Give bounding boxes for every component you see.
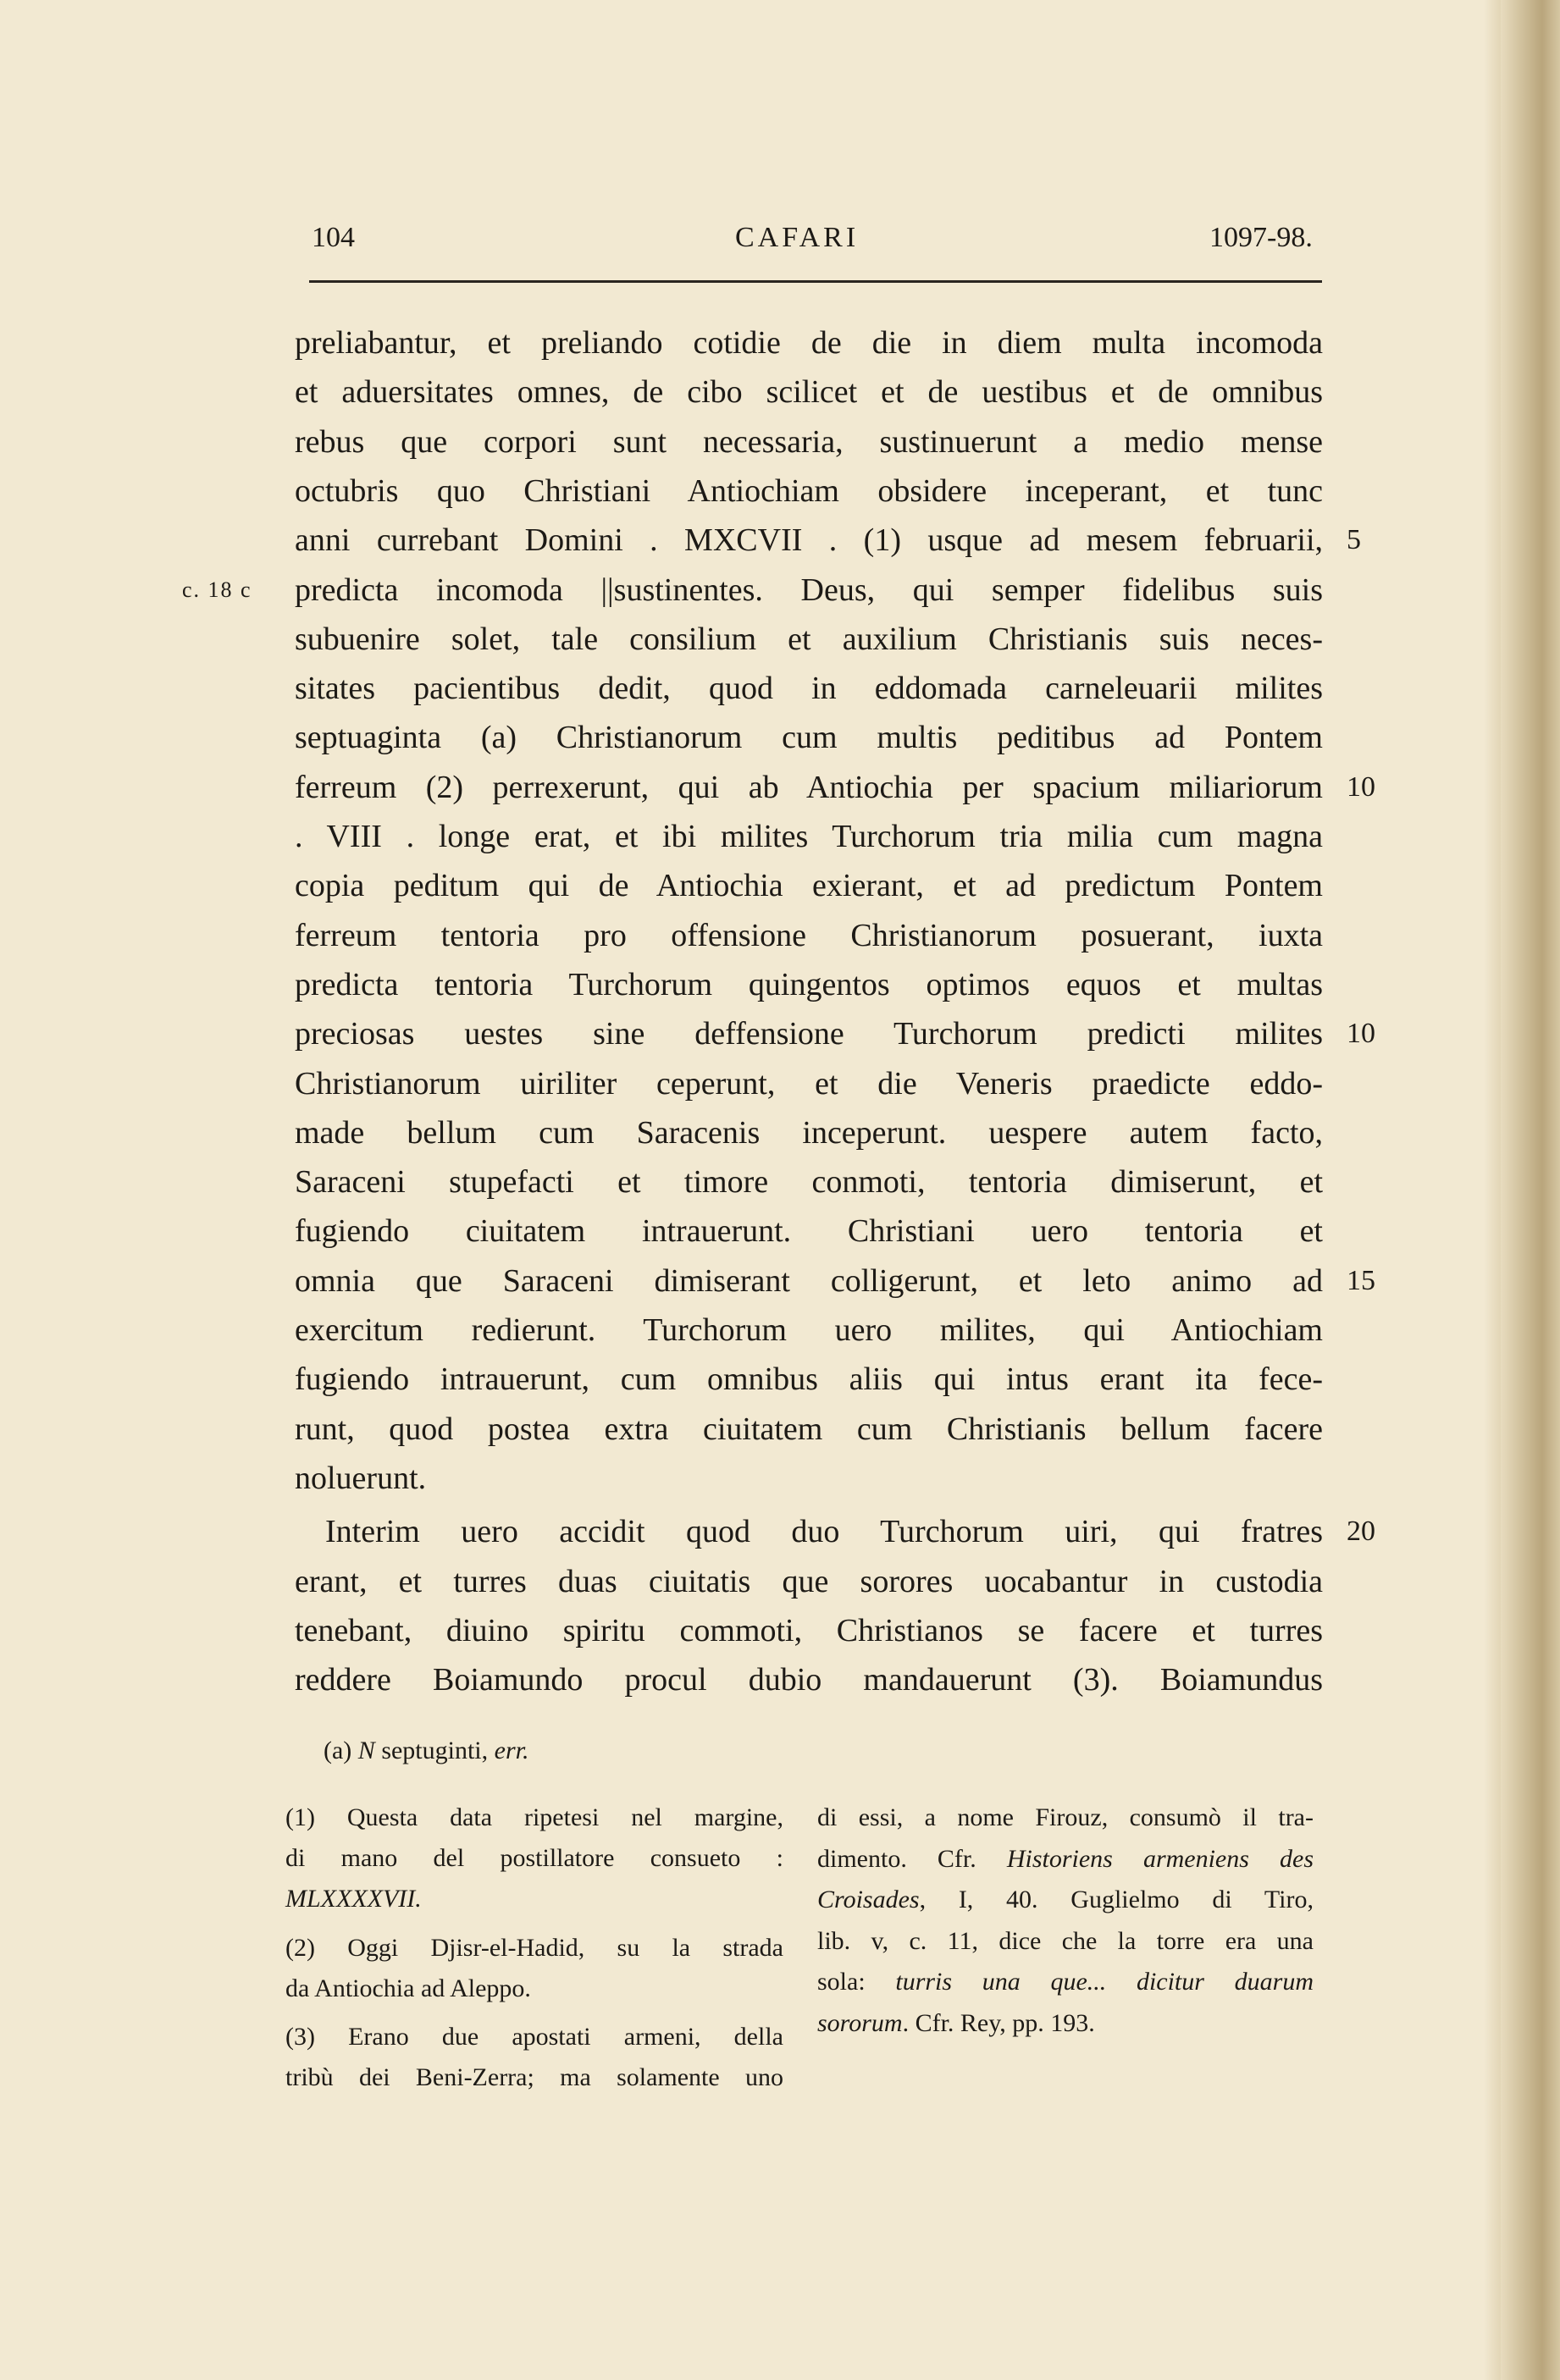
- footnote-a: [324, 1734, 821, 1768]
- text-line: tenebant, diuino spiritu commoti, Christianos se facere et turres: [295, 1612, 1323, 1648]
- footnote-segment: MLXXXXVII.: [285, 1885, 422, 1913]
- page-number: 104: [312, 222, 355, 253]
- footnote-right-line: [817, 2007, 1314, 2040]
- footnote-segment: Historiens armeniens des: [1006, 1844, 1314, 1873]
- text-line: Interim uero accidit quod duo Turchorum uiri, qui fratres: [325, 1514, 1323, 1550]
- footnote-segment: turris una que... dicitur duarum: [895, 1968, 1314, 1996]
- footnote-right-line: [817, 1924, 1314, 1958]
- footnote-segment: sororum: [817, 2008, 903, 2037]
- line-number: 10: [1347, 770, 1375, 803]
- header-rule: [309, 280, 1322, 283]
- text-line: erant, et turres duas ciuitatis que sorores uocabantur in custodia: [295, 1563, 1323, 1599]
- text-line: noluerunt.: [295, 1460, 427, 1496]
- text-line: fugiendo intrauerunt, cum omnibus aliis qui intus erant ita fece-: [295, 1361, 1323, 1398]
- footnote-segment: , I, 40. Guglielmo di Tiro,: [919, 1886, 1314, 1913]
- footnote-segment: Croisades: [817, 1886, 920, 1913]
- text-line: Christianorum uiriliter ceperunt, et die Veneris praedicte eddo-: [295, 1065, 1323, 1102]
- text-line: Saraceni stupefacti et timore conmoti, tentoria dimiserunt, et: [295, 1164, 1323, 1201]
- page-shadow: [1484, 0, 1501, 2380]
- text-line: et aduersitates omnes, de cibo scilicet et de uestibus et de omnibus: [295, 374, 1323, 411]
- footnote-segment: N: [357, 1737, 375, 1764]
- footnote-left-line: [285, 1931, 783, 1965]
- text-line: reddere Boiamundo procul dubio mandauerunt (3). Boiamundus: [295, 1662, 1323, 1698]
- footnote-segment: (3) Erano due apostati armeni, della: [285, 2023, 783, 2051]
- binding-edge: [1501, 0, 1560, 2380]
- line-number: 10: [1347, 1018, 1375, 1050]
- footnote-left-line: [285, 2061, 783, 2095]
- footnote-right-line: [817, 1842, 1314, 1876]
- footnote-segment: di essi, a nome Firouz, consumò il tra-: [817, 1803, 1314, 1831]
- line-number: 20: [1347, 1516, 1375, 1548]
- footnote-segment: dimento. Cfr.: [817, 1844, 1007, 1873]
- footnote-segment: lib. v, c. 11, dice che la torre era una: [817, 1926, 1314, 1955]
- footnote-segment: tribù dei Beni-Zerra; ma solamente uno: [285, 2063, 783, 2092]
- footnote-left-line: [285, 1882, 783, 1916]
- text-line: preciosas uestes sine deffensione Turchorum predicti milites: [295, 1016, 1323, 1052]
- text-line: anni currebant Domini . MXCVII . (1) usque ad mesem februarii,: [295, 522, 1323, 559]
- text-line: copia peditum qui de Antiochia exierant, et ad predictum Pontem: [295, 868, 1323, 904]
- text-line: rebus que corpori sunt necessaria, sustinuerunt a medio mense: [295, 423, 1323, 460]
- text-line: predicta tentoria Turchorum quingentos optimos equos et multas: [295, 966, 1323, 1002]
- footnote-segment: di mano del postillatore consueto :: [285, 1844, 783, 1872]
- text-line: omnia que Saraceni dimiserant colligerunt, et leto animo ad: [295, 1262, 1323, 1299]
- running-title: CAFARI: [735, 222, 860, 253]
- text-line: subuenire solet, tale consilium et auxilium Christianis suis neces-: [295, 621, 1323, 657]
- text-line: ferreum (2) perrexerunt, qui ab Antiochia per spacium miliariorum: [295, 769, 1323, 805]
- text-line: made bellum cum Saracenis inceperunt. uespere autem facto,: [295, 1114, 1323, 1151]
- footnote-segment: (2) Oggi Djisr-el-Hadid, su la strada: [285, 1933, 783, 1962]
- footnote-left-line: [285, 1842, 783, 1875]
- text-line: septuaginta (a) Christianorum cum multis peditibus ad Pontem: [295, 720, 1323, 756]
- text-line: exercitum redierunt. Turchorum uero milites, qui Antiochiam: [295, 1312, 1323, 1348]
- footnote-segment: da Antiochia ad Aleppo.: [285, 1974, 531, 2002]
- footnote-left-line: [285, 1972, 783, 2006]
- footnote-segment: septuginti,: [374, 1737, 495, 1764]
- text-line: sitates pacientibus dedit, quod in eddomada carneleuarii milites: [295, 671, 1323, 707]
- text-line: fugiendo ciuitatem intrauerunt. Christiani uero tentoria et: [295, 1213, 1323, 1250]
- text-line: ferreum tentoria pro offensione Christianorum posuerant, iuxta: [295, 917, 1323, 953]
- footnote-left-line: [285, 2020, 783, 2054]
- margin-note: c. 18 c: [182, 577, 252, 602]
- footnote-segment: (a): [324, 1737, 358, 1764]
- text-line: runt, quod postea extra ciuitatem cum Christianis bellum facere: [295, 1411, 1323, 1447]
- footnote-right-line: [817, 1883, 1314, 1917]
- footnote-left-line: [285, 1801, 783, 1835]
- line-number: 5: [1347, 524, 1361, 556]
- footnote-right-line: [817, 1965, 1314, 1999]
- text-line: octubris quo Christiani Antiochiam obsidere inceperant, et tunc: [295, 472, 1323, 509]
- text-line: predicta incomoda ||sustinentes. Deus, qui semper fidelibus suis: [295, 572, 1323, 608]
- line-number: 15: [1347, 1264, 1375, 1296]
- footnote-right-line: [817, 1801, 1314, 1835]
- footnote-segment: . Cfr. Rey, pp. 193.: [902, 2008, 1095, 2037]
- footnote-segment: (1) Questa data ripetesi nel margine,: [285, 1803, 783, 1831]
- footnote-segment: sola:: [817, 1968, 896, 1996]
- text-line: . VIII . longe erat, et ibi milites Turchorum tria milia cum magna: [295, 819, 1323, 854]
- text-line: preliabantur, et preliando cotidie de die in diem multa incomoda: [295, 325, 1323, 361]
- running-years: 1097-98.: [1209, 222, 1313, 253]
- footnote-segment: err.: [494, 1737, 529, 1764]
